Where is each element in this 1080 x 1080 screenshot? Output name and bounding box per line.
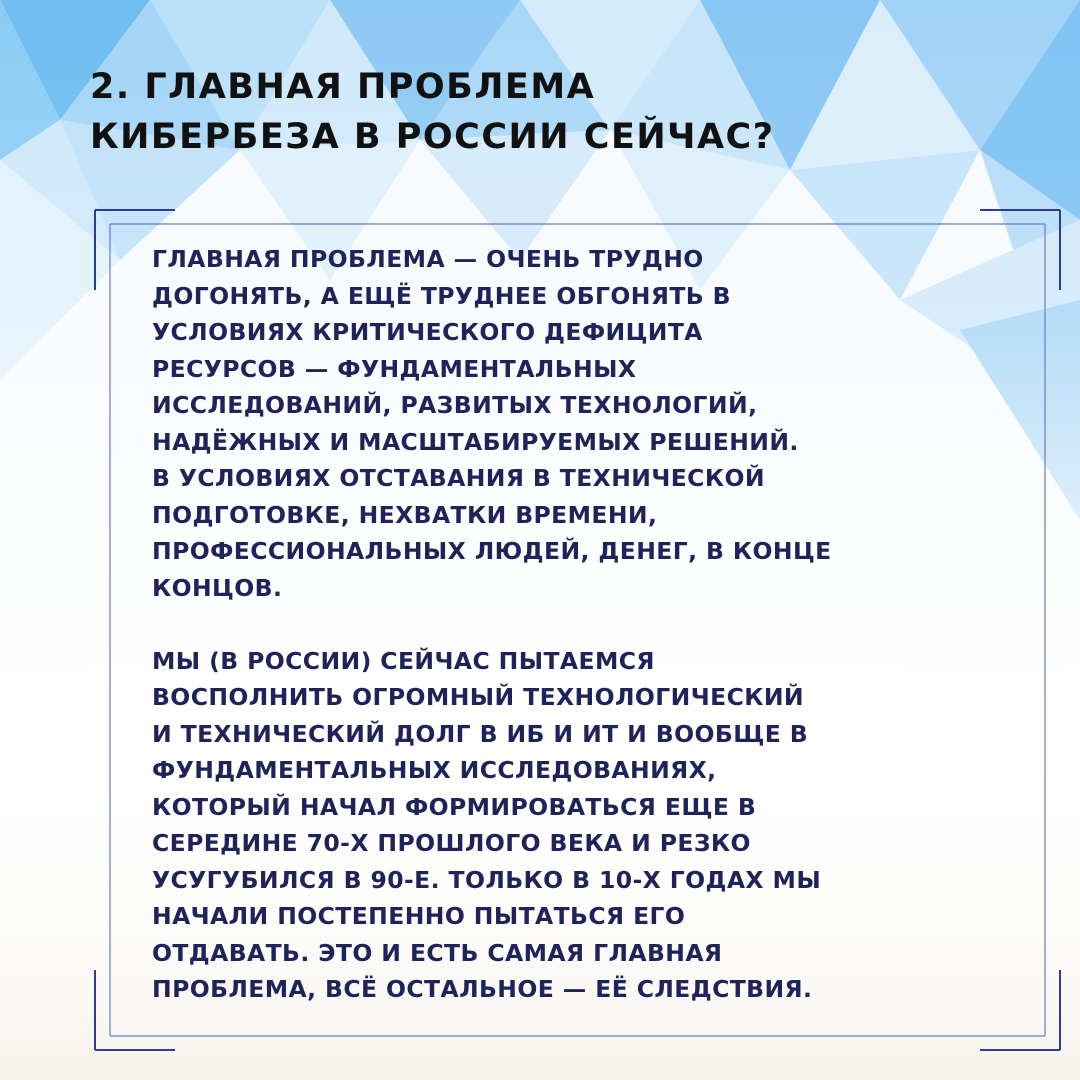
title-line-1: 2. ГЛАВНАЯ ПРОБЛЕМА [90, 67, 596, 107]
text-line: НАЧАЛИ ПОСТЕПЕННО ПЫТАТЬСЯ ЕГО [152, 902, 686, 930]
body-text [152, 241, 1032, 1008]
paragraph-technology-debt [152, 643, 1032, 1008]
text-line: ВОСПОЛНИТЬ ОГРОМНЫЙ ТЕХНОЛОГИЧЕСКИЙ [152, 683, 804, 711]
text-line: ИССЛЕДОВАНИЙ, РАЗВИТЫХ ТЕХНОЛОГИЙ, [152, 391, 758, 419]
text-line: НАДЁЖНЫХ И МАСШТАБИРУЕМЫХ РЕШЕНИЙ. [152, 427, 799, 456]
paragraph-main-problem [152, 241, 1032, 606]
text-line: ПРОФЕССИОНАЛЬНЫХ ЛЮДЕЙ, ДЕНЕГ, В КОНЦЕ [152, 537, 832, 565]
text-line: В УСЛОВИЯХ ОТСТАВАНИЯ В ТЕХНИЧЕСКОЙ [152, 464, 765, 492]
text-line: УСЛОВИЯХ КРИТИЧЕСКОГО ДЕФИЦИТА [152, 318, 703, 346]
text-line: ПОДГОТОВКЕ, НЕХВАТКИ ВРЕМЕНИ, [152, 500, 658, 529]
title-line-2: КИБЕРБЕЗА В РОССИИ СЕЙЧАС? [90, 117, 775, 157]
text-line: ОТДАВАТЬ. ЭТО И ЕСТЬ САМАЯ ГЛАВНАЯ [152, 938, 723, 967]
page-title [90, 62, 775, 162]
text-line: СЕРЕДИНЕ 70-Х ПРОШЛОГО ВЕКА И РЕЗКО [152, 829, 751, 857]
text-line: И ТЕХНИЧЕСКИЙ ДОЛГ В ИБ И ИТ И ВООБЩЕ В [152, 719, 809, 748]
text-line: КОТОРЫЙ НАЧАЛ ФОРМИРОВАТЬСЯ ЕЩЕ В [152, 792, 757, 821]
text-line: ПРОБЛЕМА, ВСЁ ОСТАЛЬНОЕ — ЕЁ СЛЕДСТВИЯ. [152, 975, 813, 1003]
text-line: ДОГОНЯТЬ, А ЕЩЁ ТРУДНЕЕ ОБГОНЯТЬ В [152, 281, 731, 310]
text-line: ГЛАВНАЯ ПРОБЛЕМА — ОЧЕНЬ ТРУДНО [152, 245, 704, 273]
text-line: КОНЦОВ. [152, 573, 283, 602]
text-line: МЫ (В РОССИИ) СЕЙЧАС ПЫТАЕМСЯ [152, 646, 655, 675]
text-line: РЕСУРСОВ — ФУНДАМЕНТАЛЬНЫХ [152, 354, 637, 383]
text-line: ФУНДАМЕНТАЛЬНЫХ ИССЛЕДОВАНИЯХ, [152, 756, 717, 784]
text-line: УСУГУБИЛСЯ В 90-Е. ТОЛЬКО В 10-Х ГОДАХ МЫ [152, 865, 822, 894]
